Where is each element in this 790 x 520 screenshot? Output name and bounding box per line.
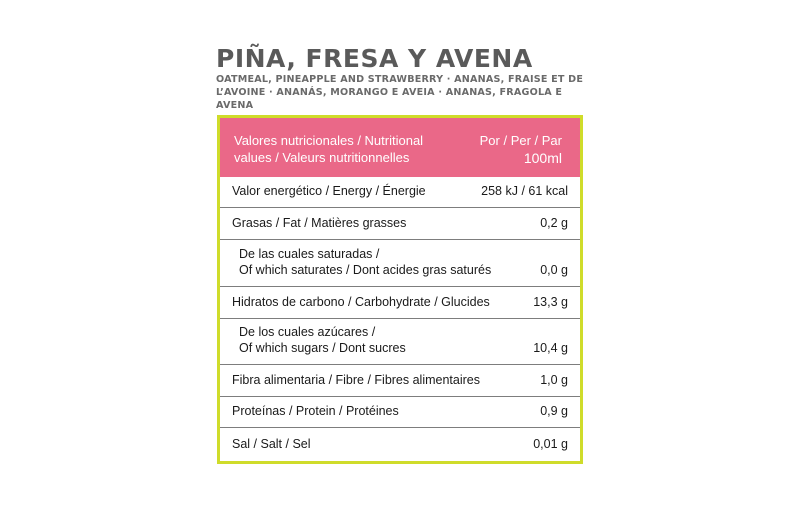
header-per: Por / Per / Par: [479, 133, 562, 148]
nutrition-row-salt: [220, 428, 580, 460]
header-label: [234, 132, 474, 166]
row-label-line: Grasas / Fat / Matières grasses: [232, 216, 407, 230]
nutrition-table-header: [220, 118, 580, 177]
row-label-line-2: Of which sugars / Dont sucres: [239, 341, 406, 355]
row-label-line: Fibra alimentaria / Fibre / Fibres alimentaires: [232, 373, 480, 387]
row-label-line: Valor energético / Energy / Énergie: [232, 184, 426, 198]
row-label-line-1: De los cuales azúcares /: [239, 325, 376, 339]
row-label: [232, 294, 490, 310]
row-label-line: Proteínas / Protein / Protéines: [232, 404, 399, 418]
row-label: [232, 436, 311, 452]
header-unit: 100ml: [523, 150, 562, 166]
row-value: 0,9 g: [540, 404, 568, 418]
row-value: 0,01 g: [533, 437, 568, 451]
row-value: 10,4 g: [533, 341, 568, 355]
product-title: PIÑA, FRESA Y AVENA: [216, 44, 533, 73]
row-label-line-2: Of which saturates / Dont acides gras saturés: [239, 263, 492, 277]
nutrition-rows: [220, 177, 580, 460]
row-label-line: Hidratos de carbono / Carbohydrate / Glucides: [232, 295, 490, 309]
row-value: 0,0 g: [540, 263, 568, 277]
nutrition-row-energy: [220, 177, 580, 208]
nutrition-row-saturates: [220, 240, 580, 287]
row-label: [239, 324, 406, 356]
nutrition-row-carbohydrate: [220, 287, 580, 319]
row-label-line-1: De las cuales saturadas /: [239, 247, 380, 261]
row-value: 258 kJ / 61 kcal: [481, 184, 568, 198]
header-label-line-1: Valores nutricionales / Nutritional: [234, 133, 424, 148]
row-label: [239, 246, 491, 278]
nutrition-table: [217, 115, 583, 464]
row-label: [232, 372, 480, 388]
nutrition-row-fibre: [220, 365, 580, 397]
row-value: 13,3 g: [533, 295, 568, 309]
product-subtitle: OATMEAL, PINEAPPLE AND STRAWBERRY · ANANAS, FRAISE ET DE L’AVOINE · ANANÁS, MORANGO E AVEIA · ANANAS, FRAGOLA E AVENA: [216, 74, 584, 111]
row-label: [232, 403, 399, 419]
nutrition-row-sugars: [220, 319, 580, 365]
row-value: 0,2 g: [540, 216, 568, 230]
row-label: [232, 183, 426, 199]
nutrition-row-fat: [220, 208, 580, 240]
row-value: 1,0 g: [540, 373, 568, 387]
header-label-line-2: values / Valeurs nutritionnelles: [234, 150, 410, 165]
row-label-line: Sal / Salt / Sel: [232, 437, 311, 451]
row-label: [232, 215, 406, 231]
nutrition-row-protein: [220, 397, 580, 428]
